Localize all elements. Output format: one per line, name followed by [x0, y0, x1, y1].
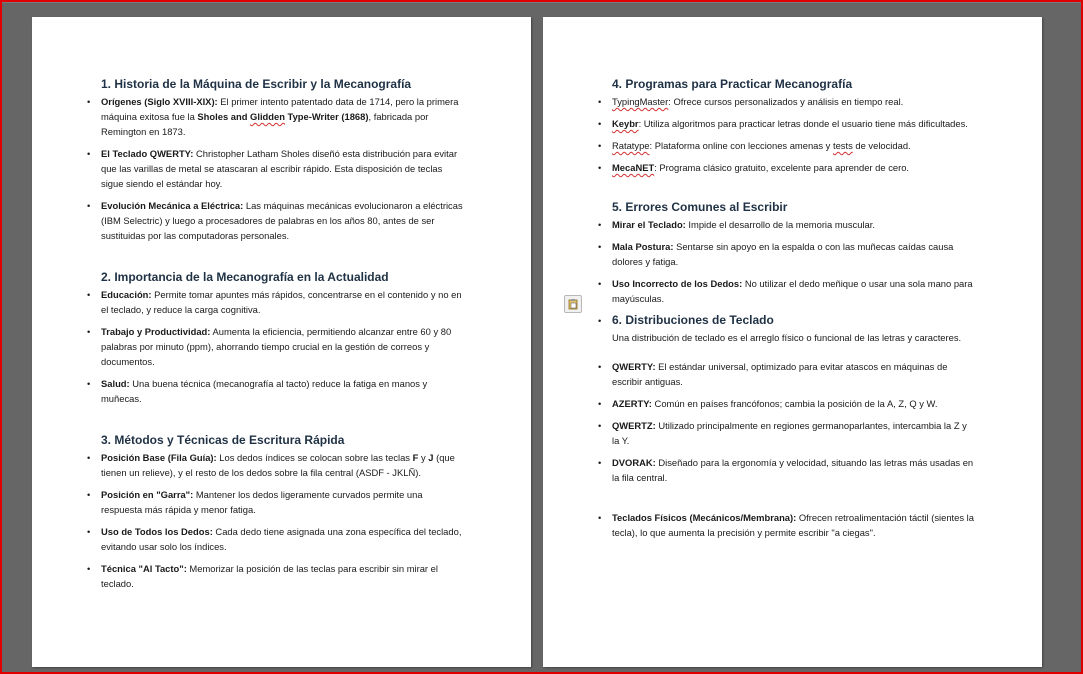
list-item: • DVORAK: Diseñado para la ergonomía y velocidad, situando las letras más usadas en la fila central. [612, 455, 974, 485]
section-metodos [101, 433, 463, 591]
clipboard-icon [567, 298, 579, 310]
spelling-error[interactable]: Glidden [250, 111, 285, 122]
section-intro: Una distribución de teclado es el arreglo físico o funcional de las letras y caracteres. [612, 332, 962, 343]
spelling-error[interactable]: tests [832, 140, 853, 151]
section-title: 1. Historia de la Máquina de Escribir y la Mecanografía [101, 77, 412, 91]
list-item: • QWERTZ: Utilizado principalmente en regiones germanoparlantes, intercambia la Z y la Y. [612, 418, 974, 448]
list-item: • MecaNET: Programa clásico gratuito, excelente para aprender de cero. [612, 160, 974, 175]
document-viewport[interactable] [2, 2, 1081, 672]
section-errores [612, 200, 974, 306]
section-importancia [101, 270, 463, 406]
spelling-error[interactable]: MecaNET [612, 162, 655, 173]
list-item: • Salud: Una buena técnica (mecanografía al tacto) reduce la fatiga en manos y muñecas. [101, 376, 463, 406]
list-item: • Posición en "Garra": Mantener los dedos ligeramente curvados permite una respuesta más rápida y menor fatiga. [101, 487, 463, 517]
spelling-error[interactable]: Ratatype [612, 140, 650, 151]
list-item: • Trabajo y Productividad: Aumenta la eficiencia, permitiendo alcanzar entre 60 y 80 palabras por minuto (ppm), ahorrando tiempo crucial en la gestión de correos y documentos. [101, 324, 463, 369]
list-item: • Orígenes (Siglo XVIII-XIX): El primer intento patentado data de 1714, pero la primera máquina exitosa fue la Sholes and Glidden Type-Writer (1868), fabricada por Remington en 1873. [101, 94, 463, 139]
section-title: 3. Métodos y Técnicas de Escritura Rápida [101, 433, 345, 447]
list-item: • Evolución Mecánica a Eléctrica: Las máquinas mecánicas evolucionaron a eléctricas (IBM Selectric) y luego a procesadores de palabras en los años 80, antes de ser sustituidas por las computadoras personales. [101, 198, 463, 243]
section-historia [101, 77, 463, 243]
list-item: • Mala Postura: Sentarse sin apoyo en la espalda o con las muñecas caídas causa dolores y fatiga. [612, 239, 974, 269]
section-programas [612, 77, 974, 175]
page-2-content [612, 77, 974, 547]
page-1[interactable] [32, 17, 531, 667]
section-title: 4. Programas para Practicar Mecanografía [612, 77, 853, 91]
list-item: • Keybr: Utiliza algoritmos para practicar letras donde el usuario tiene más dificultades. [612, 116, 974, 131]
list-item: • El Teclado QWERTY: Christopher Latham Sholes diseñó esta distribución para evitar que las varillas de metal se atascaran al escribir rápido. Esta disposición de teclas sigue siendo el estándar hoy. [101, 146, 463, 191]
section-title: 5. Errores Comunes al Escribir [612, 200, 788, 214]
list-item: • TypingMaster: Ofrece cursos personalizados y análisis en tiempo real. [612, 94, 974, 109]
list-item: • Uso Incorrecto de los Dedos: No utilizar el dedo meñique o usar una sola mano para mayúsculas. [612, 276, 974, 306]
list-item: • Uso de Todos los Dedos: Cada dedo tiene asignada una zona específica del teclado, evitando usar solo los índices. [101, 524, 463, 554]
spelling-error[interactable]: Keybr [612, 118, 639, 129]
list-item: • Educación: Permite tomar apuntes más rápidos, concentrarse en el contenido y no en el teclado, y reduce la carga cognitiva. [101, 287, 463, 317]
list-item: • Posición Base (Fila Guía): Los dedos índices se colocan sobre las teclas F y J (que tienen un relieve), y el resto de los dedos sobre la fila central (ASDF - JKLÑ). [101, 450, 463, 480]
spelling-error[interactable]: TypingMaster [612, 96, 669, 107]
section-distribuciones [612, 313, 974, 540]
list-item: • AZERTY: Común en países francófonos; cambia la posición de la A, Z, Q y W. [612, 396, 974, 411]
list-item: • Teclados Físicos (Mecánicos/Membrana): Ofrecen retroalimentación táctil (sientes la tecla), lo que aumenta la precisión y permite escribir "a ciegas". [612, 510, 974, 540]
page-1-content [101, 77, 463, 598]
paste-options-icon[interactable] [564, 295, 582, 313]
list-item: • Técnica "Al Tacto": Memorizar la posición de las teclas para escribir sin mirar el teclado. [101, 561, 463, 591]
list-item: • QWERTY: El estándar universal, optimizado para evitar atascos en máquinas de escribir antiguas. [612, 359, 974, 389]
list-item: • Mirar el Teclado: Impide el desarrollo de la memoria muscular. [612, 217, 974, 232]
section-title: 6. Distribuciones de Teclado [612, 313, 774, 327]
list-item: • Ratatype: Plataforma online con lecciones amenas y tests de velocidad. [612, 138, 974, 153]
section-title: 2. Importancia de la Mecanografía en la Actualidad [101, 270, 389, 284]
page-2[interactable] [543, 17, 1042, 667]
